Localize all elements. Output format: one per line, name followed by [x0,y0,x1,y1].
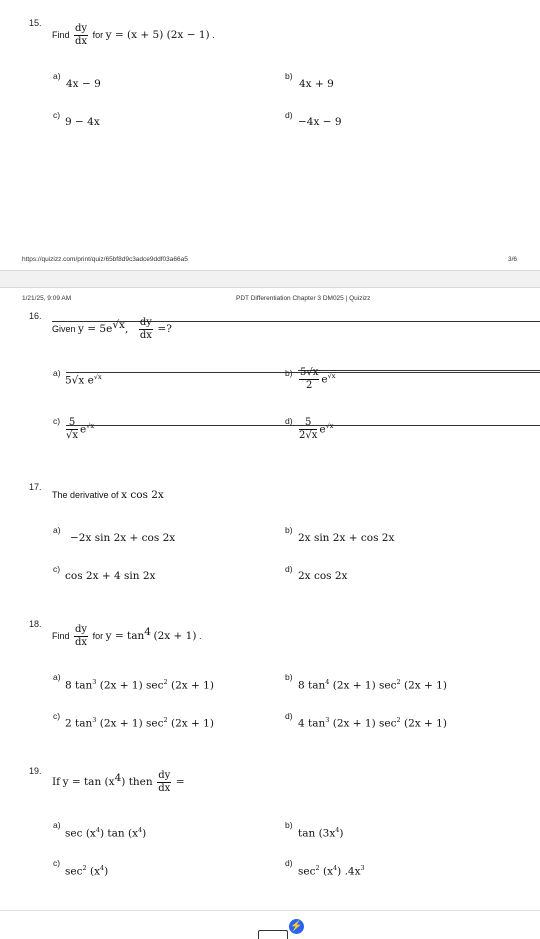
question-number: 16. [29,311,42,321]
option-c[interactable]: $\frac{5}{√x}$ $e^{√x}$ [66,417,95,441]
option-label: c) [53,564,61,574]
fraction: $\frac{dy}{dx}$ [75,23,88,47]
option-d[interactable]: 2x cos 2x [298,570,348,582]
option-c[interactable]: 9 − 4x [65,116,100,128]
option-label: c) [53,110,61,120]
option-c[interactable]: cos 2x + 4 sin 2x [65,570,156,582]
option-label: d) [285,858,293,868]
header-date: 1/21/25, 9:09 AM [22,295,72,302]
option-label: a) [53,672,61,682]
fraction: $\frac{5}{2√x}$ [299,417,318,441]
option-b[interactable]: 2x sin 2x + cos 2x [298,532,395,544]
question-number: 17. [29,482,42,492]
option-label: c) [53,711,61,721]
question-number: 18. [29,619,42,629]
scan-line [298,425,540,426]
option-b[interactable]: $\tan (3x^4)$ [298,826,344,840]
option-c[interactable]: $\sec^2 (x^4)$ [65,864,109,878]
option-label: b) [285,71,293,81]
option-label: b) [285,368,293,378]
option-label: b) [285,672,293,682]
toolbar-button[interactable] [258,930,288,939]
option-label: d) [285,416,293,426]
option-label: b) [285,525,293,535]
question-number: 19. [29,766,42,776]
option-label: a) [53,71,61,81]
option-b[interactable]: 4x + 9 [299,78,334,90]
page-gap [0,271,540,287]
footer-page-number: 3/6 [508,256,518,263]
option-d[interactable]: 4 $\tan^3 (2x + 1)$ $\sec^2 (2x + 1)$ [298,716,447,730]
option-d[interactable]: −4x − 9 [298,116,342,128]
option-label: c) [53,416,61,426]
footer-url[interactable]: https://quizizz.com/print/quiz/65bf8d9c3adce9ddf03a66a5 [22,256,188,263]
option-d[interactable]: $\frac{5}{2√x}$ $e^{√x}$ [299,417,334,441]
question-prompt: Find $\frac{dy}{dx}$ for $y = \tan^4 (2x + 1)$ . [52,624,202,648]
option-a[interactable]: 5√x $e^{√x}$ [65,373,102,387]
option-label: d) [285,564,293,574]
fraction: $\frac{5√x}{2}$ [300,367,319,391]
option-label: a) [53,525,61,535]
option-label: d) [285,711,293,721]
option-a[interactable]: 8 $\tan^3 (2x + 1)$ $\sec^2 (2x + 1)$ [65,678,214,692]
question-prompt: Find $\frac{dy}{dx}$ for y = (x + 5) (2x − 1) . [52,23,215,47]
option-d[interactable]: $\sec^2 (x^4)$ $.4x^3$ [298,864,365,878]
option-b[interactable]: 8 $\tan^4 (2x + 1)$ $\sec^2 (2x + 1)$ [298,678,447,692]
option-label: d) [285,110,293,120]
fraction: $\frac{5}{√x}$ [66,417,79,441]
option-a[interactable]: −2x sin 2x + cos 2x [70,532,176,544]
option-label: b) [285,820,293,830]
fraction: $\frac{dy}{dx}$ [158,770,171,794]
option-label: c) [53,858,61,868]
question-number: 15. [29,18,42,28]
question-prompt: The derivative of x cos 2x [52,489,164,501]
option-b[interactable]: $\frac{5√x}{2}$ $e^{√x}$ [300,367,336,391]
fraction: $\frac{dy}{dx}$ [75,624,88,648]
question-prompt: If $y = \tan (x^4)$ then $\frac{dy}{dx}$ = [52,770,185,794]
lightning-icon[interactable]: ⚡ [290,921,303,932]
option-a[interactable]: $\sec (x^4)$ $\tan (x^4)$ [65,826,147,840]
question-prompt: Given $y = 5e^{√x}$, $\frac{dy}{dx}$ =? [52,317,172,341]
option-a[interactable]: 4x − 9 [66,78,101,90]
option-label: a) [53,820,61,830]
option-c[interactable]: 2 $\tan^3 (2x + 1)$ $\sec^2 (2x + 1)$ [65,716,214,730]
option-label: a) [53,368,61,378]
header-title: PDT Differentiation Chapter 3 DM025 | Quizizz [236,295,371,302]
fraction: $\frac{dy}{dx}$ [139,317,152,341]
